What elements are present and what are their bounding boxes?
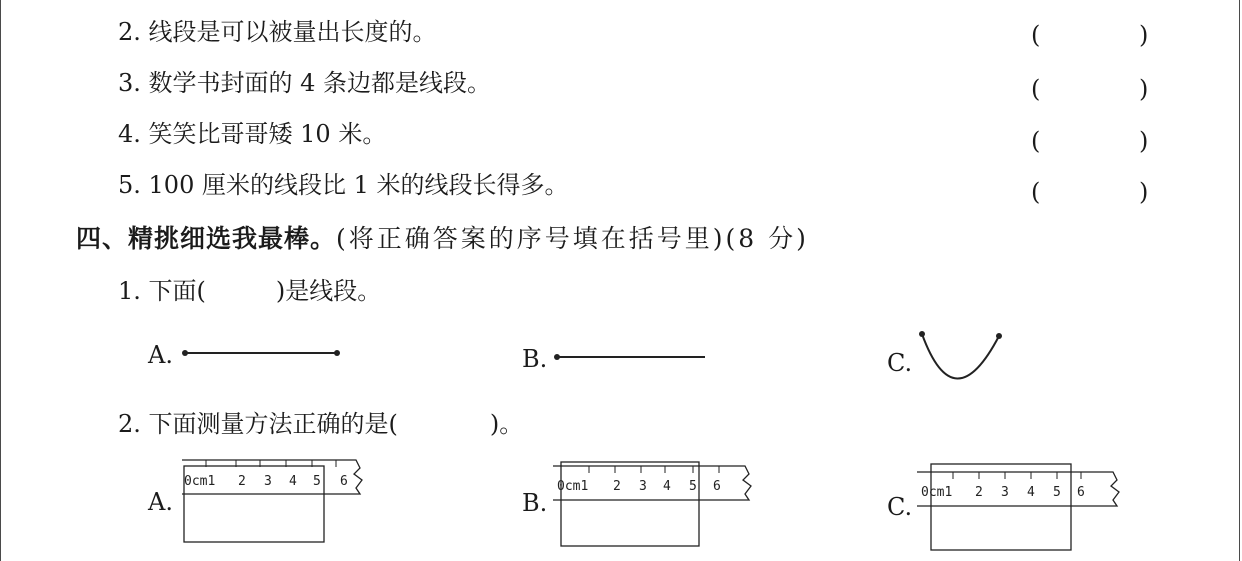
q1-option-a-figure [181, 345, 346, 361]
section-heading [76, 224, 809, 254]
ruler-a-num-6: 6 [340, 474, 348, 489]
q1-option-b-label: B. [522, 345, 548, 373]
ruler-b-start-label: 0cm1 [557, 479, 589, 494]
answer-paren-open-5: ( [1031, 178, 1041, 206]
answer-paren-close-2: ) [1139, 21, 1149, 49]
judge-item-3: 3. 数学书封面的 4 条边都是线段。 [118, 69, 492, 97]
ruler-c-num-3: 3 [1001, 485, 1009, 500]
question-1-after: )是线段。 [275, 277, 382, 305]
section-title: 四、精挑细选我最棒。 [76, 224, 337, 253]
ruler-a-num-5: 5 [313, 474, 321, 489]
ruler-c-num-2: 2 [975, 485, 983, 500]
q1-option-b-figure [553, 350, 713, 366]
ruler-b-num-5: 5 [689, 479, 697, 494]
q2-option-b-label: B. [522, 489, 548, 517]
judge-item-4: 4. 笑笑比哥哥矮 10 米。 [118, 120, 387, 148]
q2-option-c-figure [917, 462, 1137, 552]
question-1-before: 1. 下面( [118, 277, 206, 305]
ruler-c-start-label: 0cm1 [921, 485, 953, 500]
q2-option-c-label: C. [887, 493, 913, 521]
ruler-c-num-6: 6 [1077, 485, 1085, 500]
ruler-a-num-3: 3 [264, 474, 272, 489]
ruler-c-num-5: 5 [1053, 485, 1061, 500]
ruler-b-num-3: 3 [639, 479, 647, 494]
question-1 [118, 276, 381, 306]
section-note: (将正确答案的序号填在括号里)(8 分) [336, 224, 809, 253]
question-2 [118, 409, 523, 439]
q2-option-a-label: A. [148, 488, 173, 516]
ruler-b-num-2: 2 [613, 479, 621, 494]
answer-paren-open-4: ( [1031, 127, 1041, 155]
answer-paren-close-4: ) [1139, 127, 1149, 155]
answer-paren-close-3: ) [1139, 75, 1149, 103]
ruler-b-num-4: 4 [663, 479, 671, 494]
ruler-a-start-label: 0cm1 [184, 474, 216, 489]
ruler-a-num-4: 4 [289, 474, 297, 489]
q1-option-c-label: C. [887, 349, 913, 377]
answer-paren-open-3: ( [1031, 75, 1041, 103]
q1-option-a-label: A. [148, 341, 173, 369]
q2-option-a-figure [182, 458, 397, 544]
ruler-c-num-4: 4 [1027, 485, 1035, 500]
answer-paren-open-2: ( [1031, 21, 1041, 49]
q2-option-b-figure [553, 458, 768, 548]
ruler-a-num-2: 2 [238, 474, 246, 489]
q1-option-c-figure [916, 327, 1006, 393]
judge-item-5: 5. 100 厘米的线段比 1 米的线段长得多。 [118, 171, 569, 199]
question-2-after: )。 [489, 410, 524, 438]
ruler-b-num-6: 6 [713, 479, 721, 494]
judge-item-2: 2. 线段是可以被量出长度的。 [118, 18, 437, 46]
answer-paren-close-5: ) [1139, 178, 1149, 206]
question-2-before: 2. 下面测量方法正确的是( [118, 410, 398, 438]
